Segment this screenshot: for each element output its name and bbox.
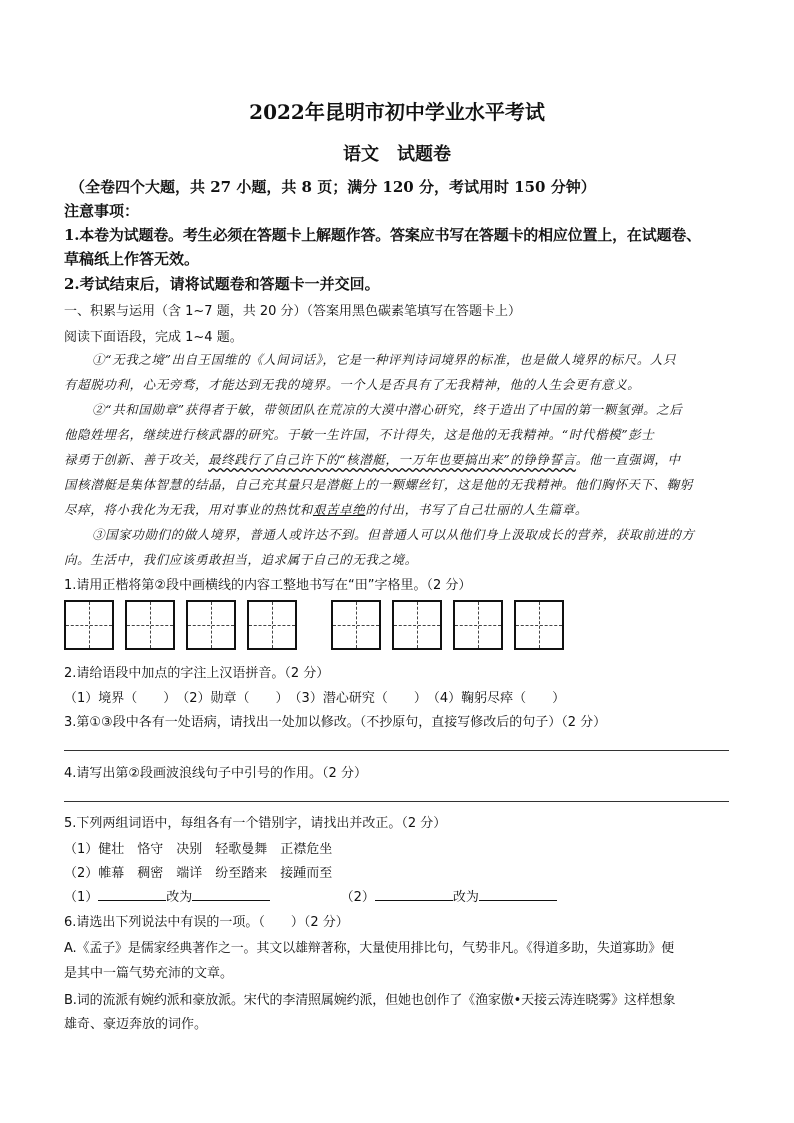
tian-grid-cell[interactable] [64, 600, 114, 650]
instructions-heading: 注意事项： [64, 202, 140, 220]
answer-2-correct-blank[interactable] [479, 886, 557, 901]
wavy-underlined-sentence: 最终践行了自己许下的“核潜艇，一万年也要搞出来”的铮铮誓言 [208, 452, 576, 467]
tian-grid-cell[interactable] [331, 600, 381, 650]
instruction-1-line1: 1.本卷为试题卷。考生必须在答题卡上解题作答。答案应书写在答题卡的相应位置上，在试题卷、 [64, 226, 701, 244]
passage-intro: 阅读下面语段，完成 1~4 题。 [64, 330, 243, 345]
question-6-option-a-line2: 是其中一篇气势充沛的文章。 [64, 966, 234, 981]
tian-grid-cell[interactable] [186, 600, 236, 650]
passage-p3-line1: ③国家功勋们的做人境界，普通人或许达不到。但普通人可以从他们身上汲取成长的营养，获取前进的方 [92, 527, 695, 542]
question-6-option-b-line1: B.词的流派有婉约派和豪放派。宋代的李清照属婉约派，但她也创作了《渔家傲•天接云涛连晓雾》这样想象 [64, 993, 676, 1008]
answer-2-wrong-blank[interactable] [375, 886, 453, 901]
tian-grid-cell[interactable] [125, 600, 175, 650]
question-1: 1.请用正楷将第②段中画横线的内容工整地书写在“田”字格里。（2 分） [64, 578, 472, 593]
instruction-2: 2.考试结束后，请将试题卷和答题卡一并交回。 [64, 275, 380, 293]
exam-title: 2022年昆明市初中学业水平考试 [249, 100, 545, 124]
passage-p1-line1: ①“无我之境”出自王国维的《人间词话》，它是一种评判诗词境界的标准，也是做人境界的标尺。人只 [92, 352, 677, 367]
question-6-option-a-line1: A.《孟子》是儒家经典著作之一。其文以雄辩著称，大量使用排比句，气势非凡。《得道多助，失道寡助》便 [64, 941, 674, 956]
tian-grid-cell[interactable] [453, 600, 503, 650]
question-3: 3.第①③段中各有一处语病，请找出一处加以修改。（不抄原句，直接写修改后的句子）（2 分） [64, 715, 607, 730]
question-5-answer-row [64, 886, 734, 905]
question-2: 2.请给语段中加点的字注上汉语拼音。（2 分） [64, 666, 330, 681]
passage-p2-line2: 他隐姓埋名，继续进行核武器的研究。于敏一生许国，不计得失，这是他的无我精神。“时代楷模”彭士 [64, 427, 655, 442]
passage-p2-line3-start: 禄勇于创新、善于攻关， [64, 452, 209, 467]
tian-grid-cell[interactable] [392, 600, 442, 650]
question-5: 5.下列两组词语中，每组各有一个错别字，请找出并改正。（2 分） [64, 816, 447, 831]
answer-1-correct-blank[interactable] [192, 886, 270, 901]
answer-2-label: （2） [340, 890, 375, 905]
answer-line-q4[interactable] [64, 801, 729, 802]
answer-line-q3[interactable] [64, 750, 729, 751]
passage-p2-line3-end: 。他一直强调，中 [575, 452, 681, 467]
passage-p2-line5-start: 尽瘁，将小我化为无我，用对事业的热忱和 [64, 502, 313, 517]
instruction-1-line2: 草稿纸上作答无效。 [64, 250, 200, 268]
question-4: 4.请写出第②段画波浪线句子中引号的作用。（2 分） [64, 766, 367, 781]
answer-1-wrong-blank[interactable] [98, 886, 166, 901]
passage-p2-line5-end: 的付出，书写了自己壮丽的人生篇章。 [365, 502, 589, 517]
answer-1-label: （1） [64, 890, 99, 905]
exam-note: （全卷四个大题，共 27 小题，共 8 页；满分 120 分，考试用时 150 分钟） [70, 178, 596, 196]
passage-p2-line4: 国核潜艇是集体智慧的结晶，自己充其量只是潜艇上的一颗螺丝钉，这是他的无我精神。他们胸怀天下、鞠躬 [64, 477, 693, 492]
section1-heading: 一、积累与运用（含 1~7 题，共 20 分）（答案用黑色碳素笔填写在答题卡上） [64, 304, 522, 319]
change-to-label: 改为 [452, 890, 479, 905]
question-2-options: （1）境界（ ） （2）勋章（ ） （3）潜心研究（ ） （4）鞠躬尽瘁（ ） [64, 691, 566, 706]
tian-grid-cell[interactable] [514, 600, 564, 650]
passage-p3-line2: 向。生活中，我们应该勇敢担当，追求属于自己的无我之境。 [64, 552, 418, 567]
change-to-label: 改为 [166, 890, 193, 905]
tian-grid-cell[interactable] [247, 600, 297, 650]
question-5-group-1: （1）健壮 恪守 决别 轻歌曼舞 正襟危坐 [64, 842, 333, 857]
passage-p1-line2: 有超脱功利，心无旁骛，才能达到无我的境界。一个人是否具有了无我精神，他的人生会更有意义。 [64, 377, 641, 392]
passage-p2-line5 [64, 500, 734, 518]
question-5-group-2: （2）帷幕 稠密 端详 纷至踏来 接踵而至 [64, 866, 333, 881]
underlined-phrase: 艰苦卓绝 [312, 502, 366, 517]
passage-p2-line1: ②“共和国勋章”获得者于敏，带领团队在荒凉的大漠中潜心研究，终于造出了中国的第一颗氢弹。之后 [92, 402, 683, 417]
exam-subtitle: 语文 试题卷 [343, 144, 451, 165]
passage-p2-line3 [64, 450, 734, 468]
question-6: 6.请选出下列说法中有误的一项。（ ）（2 分） [64, 915, 349, 930]
question-6-option-b-line2: 雄奇、豪迈奔放的词作。 [64, 1017, 208, 1032]
